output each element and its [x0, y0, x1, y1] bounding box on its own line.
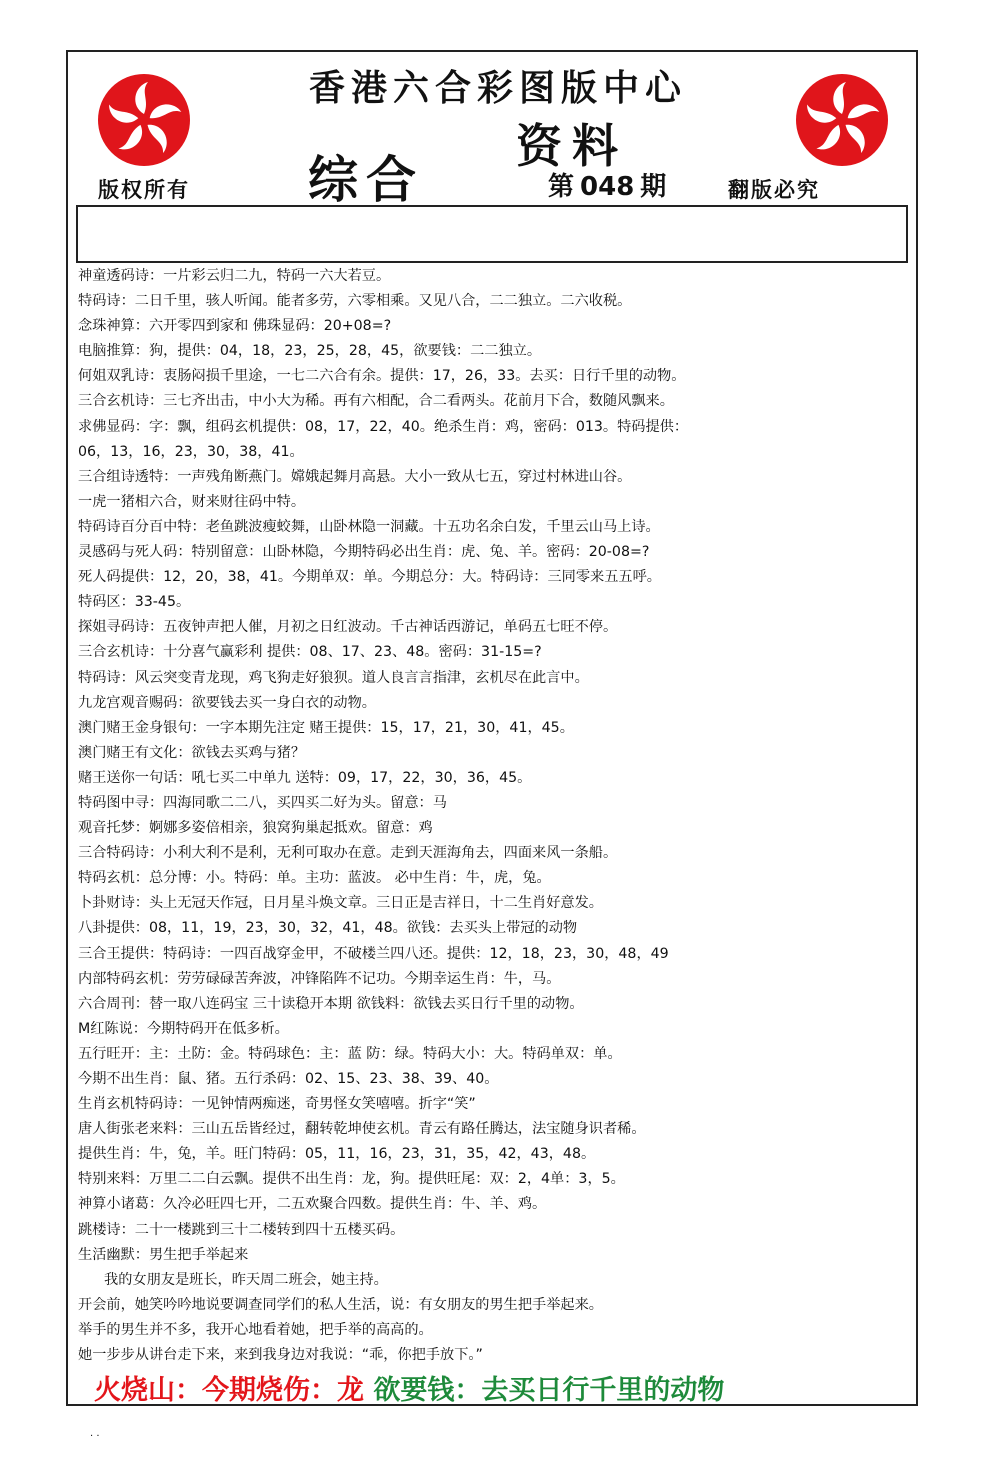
text-line: 赌王送你一句话：吼七买二中单九 送特：09，17，22，30，36，45。: [78, 769, 532, 786]
text-line: 何姐双乳诗：衷肠闷损千里途，一七二六合有余。提供：17，26，33。去买：日行千里的动物。: [78, 368, 686, 385]
text-line: 死人码提供：12，20，38，41。今期单双：单。今期总分：大。特码诗：三同零来五五呼。: [78, 569, 661, 586]
story-line: 她一步步从讲台走下来，来到我身边对我说：“乖，你把手放下。”: [78, 1347, 483, 1364]
text-line: 卜卦财诗：头上无冠天作冠，日月星斗焕文章。三日正是吉祥日，十二生肖好意发。: [78, 895, 603, 912]
text-line: 求佛显码：字：飘，组码玄机提供：08，17，22，40。绝杀生肖：鸡，密码：013。特码提供：: [78, 418, 689, 435]
text-line: 三合特码诗：小利大利不是利，无利可取办在意。走到天涯海角去，四面来风一条船。: [78, 845, 618, 862]
text-line: 特码诗百分百中特：老鱼跳波瘦蛟舞，山卧林隐一洞藏。十五功名余白发，千里云山马上诗。: [78, 518, 660, 535]
text-line: 三合组诗透特：一声残角断燕门。嫦娥起舞月高悬。大小一致从七五，穿过村林进山谷。: [78, 468, 632, 485]
content-lines: [78, 264, 910, 1368]
text-line: 生肖玄机特码诗：一见钟情两痴迷，奇男怪女笑嘻嘻。折字“笑”: [78, 1096, 476, 1113]
text-line: 提供生肖：牛，兔，羊。旺门特码：05，11，16，23，31，35，42，43，48。: [78, 1146, 596, 1163]
text-line: 特别来料：万里二二白云飘。提供不出生肖：龙，狗。提供旺尾：双：2，4单：3，5。: [78, 1171, 625, 1188]
bauhinia-icon: [796, 74, 888, 166]
story-line: 开会前，她笑吟吟地说要调查同学们的私人生活，说：有女朋友的男生把手举起来。: [78, 1296, 603, 1313]
text-line: 今期不出生肖：鼠、猪。五行杀码：02、15、23、38、39、40。: [78, 1071, 499, 1087]
text-line: 五行旺开：主：土防：金。特码球色：主：蓝 防：绿。特码大小：大。特码单双：单。: [78, 1045, 622, 1062]
page-frame: [66, 50, 918, 1406]
copyright-label: 版权所有: [98, 177, 190, 202]
text-line: 06，13，16，23，30，38，41。: [78, 443, 304, 460]
text-line: 跳楼诗：二十一楼跳到三十二楼转到四十五楼买码。: [78, 1221, 405, 1238]
text-line: 一虎一猪相六合，财来财往码中特。: [78, 493, 306, 510]
text-line: 特码诗：二日千里，骇人听闻。能者多劳，六零相乘。又见八合，二二独立。二六收税。: [78, 293, 632, 310]
text-line: 特码区：33-45。: [78, 594, 191, 611]
story-line: 举手的男生并不多，我开心地看着她，把手举的高高的。: [78, 1321, 433, 1338]
issue-number: 048: [580, 172, 635, 202]
blank-banner-box: [76, 205, 908, 263]
footer-highlight: [94, 1368, 724, 1407]
text-line: 八卦提供：08，11，19，23，30，32，41，48。欲钱：去买头上带冠的动物: [78, 920, 578, 937]
text-line: 三合玄机诗：十分喜气赢彩利 提供：08、17、23、48。密码：31-15=?: [78, 644, 542, 661]
footer-burn-text: 火烧山：今期烧伤：龙: [94, 1375, 364, 1406]
issue-label: [548, 166, 666, 203]
text-line: 念珠神算：六开零四到家和 佛珠显码：20+08=?: [78, 318, 392, 335]
issue-prefix: 第: [548, 172, 575, 202]
text-line: 特码诗：风云突变青龙现，鸡飞狗走好狼狈。道人良言言指津，玄机尽在此言中。: [78, 669, 589, 686]
text-line: 神算小诸葛：久冷必旺四七开，二五欢聚合四数。提供生肖：牛、羊、鸡。: [78, 1196, 547, 1213]
main-heading-left: 综合: [308, 150, 424, 209]
bauhinia-icon: [98, 74, 190, 166]
header: [68, 52, 916, 209]
text-line: 三合王提供：特码诗：一四百战穿金甲，不破楼兰四八还。提供：12，18，23，30，48，49: [78, 945, 669, 962]
text-line: 特码图中寻：四海同歌二二八，买四买二好为头。留意：马: [78, 794, 447, 811]
text-line: 澳门赌王有文化：欲钱去买鸡与猪？: [78, 744, 306, 761]
text-line: 生活幽默：男生把手举起来: [78, 1246, 249, 1263]
text-line: 特码玄机：总分博：小。特码：单。主功：蓝波。 必中生肖：牛，虎，兔。: [78, 870, 551, 887]
text-line: 灵感码与死人码：特别留意：山卧林隐，今期特码必出生肖：虎、兔、羊。密码：20-08=?: [78, 544, 650, 561]
text-line: M红陈说：今期特码开在低多析。: [78, 1020, 289, 1037]
text-line: 内部特码玄机：劳劳碌碌苦奔波，冲锋陷阵不记功。今期幸运生肖：牛，马。: [78, 970, 561, 987]
footer-money-text: 欲要钱：去买日行千里的动物: [373, 1375, 725, 1406]
text-line: 探姐寻码诗：五夜钟声把人催，月初之日红波动。千古神话西游记，单码五七旺不停。: [78, 619, 618, 636]
main-heading-right: 资料: [516, 119, 628, 173]
bottom-mark: . .: [90, 1428, 100, 1439]
text-line: 观音托梦：婀娜多姿倍相亲，狼窝狗巢起抵欢。留意：鸡: [78, 820, 433, 837]
issue-suffix: 期: [640, 172, 667, 202]
bauhinia-emblem-right: [796, 74, 888, 166]
text-line: 神童透码诗：一片彩云归二九，特码一六大若豆。: [78, 268, 391, 284]
story-line: 我的女朋友是班长，昨天周二班会，她主持。: [104, 1271, 388, 1288]
no-copy-label: 翻版必究: [728, 177, 820, 202]
text-line: 三合玄机诗：三七齐出击，中小大为稀。再有六相配，合二看两头。花前月下合，数随风飘来。: [78, 393, 674, 410]
text-line: 九龙宫观音赐码：欲要钱去买一身白衣的动物。: [78, 694, 376, 711]
bauhinia-emblem-left: [98, 74, 190, 166]
page-title: 香港六合彩图版中心: [308, 67, 687, 109]
text-line: 电脑推算：狗，提供：04，18，23，25，28，45，欲要钱：二二独立。: [78, 343, 542, 360]
text-line: 唐人街张老来料：三山五岳皆经过，翻转乾坤使玄机。青云有路任腾达，法宝随身识者稀。: [78, 1121, 646, 1138]
text-line: 六合周刊：替一取八连码宝 三十读稳开本期 欲钱料：欲钱去买日行千里的动物。: [78, 995, 584, 1012]
text-line: 澳门赌王金身银句：一字本期先注定 赌王提供：15，17，21，30，41，45。: [78, 719, 574, 736]
